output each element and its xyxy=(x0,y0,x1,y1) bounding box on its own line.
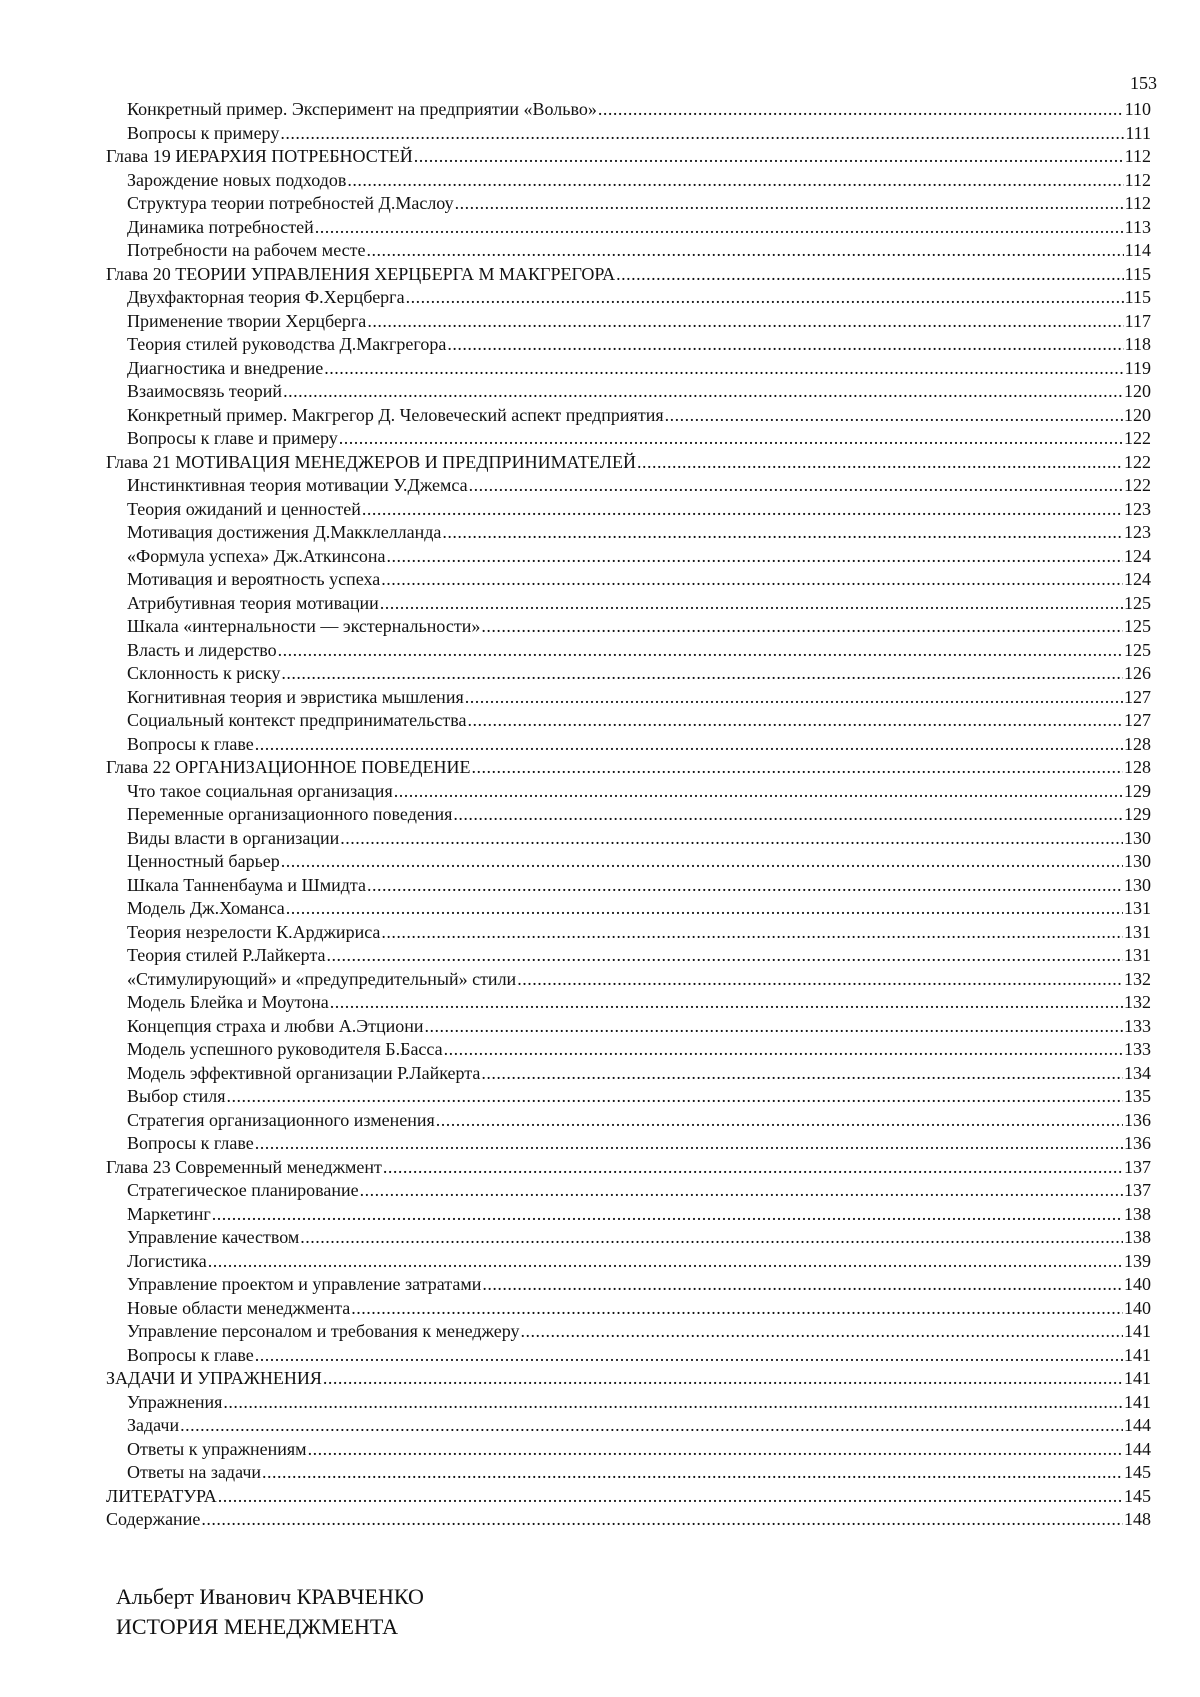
toc-entry-title: Выбор стиля xyxy=(127,1086,226,1106)
toc-section-entry[interactable] xyxy=(106,615,1151,639)
toc-section-entry[interactable] xyxy=(106,474,1151,498)
toc-entry-title: Модель эффективной организации Р.Лайкерта xyxy=(127,1062,481,1083)
dot-leader xyxy=(327,944,1123,968)
toc-section-entry[interactable] xyxy=(106,1038,1151,1062)
toc-chapter-entry[interactable] xyxy=(106,451,1151,475)
toc-entry-title: Инстинктивная теория мотивации У.Джемса xyxy=(127,475,468,495)
toc-entry-page: 126 xyxy=(1124,663,1151,683)
dot-leader xyxy=(362,498,1123,522)
toc-entry-page: 129 xyxy=(1124,780,1151,801)
dot-leader xyxy=(180,1414,1123,1438)
toc-entry-page: 137 xyxy=(1124,1180,1151,1200)
dot-leader xyxy=(262,1461,1123,1485)
toc-entry-title: Глава 21 МОТИВАЦИЯ МЕНЕДЖЕРОВ И ПРЕДПРИНИМАТЕЛЕЙ xyxy=(106,451,636,472)
dot-leader xyxy=(380,592,1123,616)
toc-section-entry[interactable] xyxy=(106,122,1151,146)
author-name: Альберт Иванович КРАВЧЕНКО xyxy=(116,1584,424,1609)
toc-entry-title: Глава 23 Современный менеджмент xyxy=(106,1156,382,1177)
toc-entry-title: ЗАДАЧИ И УПРАЖНЕНИЯ xyxy=(106,1368,322,1388)
toc-entry-title: Задачи xyxy=(127,1415,180,1435)
dot-leader xyxy=(383,1156,1123,1180)
toc-section-entry[interactable] xyxy=(106,239,1151,263)
toc-entry-title: Ценностный барьер xyxy=(127,851,280,871)
dot-leader xyxy=(465,686,1123,710)
toc-section-entry[interactable] xyxy=(106,780,1151,804)
dot-leader xyxy=(308,1438,1123,1462)
dot-leader xyxy=(481,615,1123,639)
toc-section-entry[interactable] xyxy=(106,1062,1151,1086)
dot-leader xyxy=(406,286,1124,310)
dot-leader xyxy=(381,568,1123,592)
dot-leader xyxy=(467,709,1123,733)
dot-leader xyxy=(414,145,1124,169)
toc-section-entry[interactable] xyxy=(106,404,1151,428)
toc-entry-page: 140 xyxy=(1124,1274,1151,1294)
toc-chapter-entry[interactable] xyxy=(106,1485,1151,1509)
toc-entry-page: 112 xyxy=(1124,169,1151,190)
toc-entry-page: 112 xyxy=(1124,193,1151,213)
toc-section-entry[interactable] xyxy=(106,1132,1151,1156)
toc-entry-page: 138 xyxy=(1124,1227,1151,1247)
toc-section-entry[interactable] xyxy=(106,944,1151,968)
toc-section-entry[interactable] xyxy=(106,192,1151,216)
toc-section-entry[interactable] xyxy=(106,545,1151,569)
book-title: ИСТОРИЯ МЕНЕДЖМЕНТА xyxy=(116,1614,399,1639)
toc-section-entry[interactable] xyxy=(106,991,1151,1015)
table-of-contents xyxy=(106,98,1151,1532)
toc-section-entry[interactable] xyxy=(106,850,1151,874)
toc-entry-title: Взаимосвязь теорий xyxy=(127,381,283,401)
toc-entry-title: Шкала «интернальности — экстернальности» xyxy=(127,616,481,636)
toc-entry-page: 114 xyxy=(1124,240,1151,260)
toc-entry-title: Ответы на задачи xyxy=(127,1462,262,1482)
dot-leader xyxy=(381,921,1123,945)
dot-leader xyxy=(255,1344,1123,1368)
toc-entry-title: Зарождение новых подходов xyxy=(127,169,347,190)
toc-section-entry[interactable] xyxy=(106,1179,1151,1203)
dot-leader xyxy=(472,756,1124,780)
toc-section-entry[interactable] xyxy=(106,1250,1151,1274)
toc-entry-title: Двухфакторная теория Ф.Херцберга xyxy=(127,287,405,307)
toc-entry-page: 127 xyxy=(1124,686,1151,707)
dot-leader xyxy=(444,1038,1123,1062)
toc-entry-title: Глава 19 ИЕРАРХИЯ ПОТРЕБНОСТЕЙ xyxy=(106,146,413,166)
toc-section-entry[interactable] xyxy=(106,1273,1151,1297)
dot-leader xyxy=(324,357,1123,381)
dot-leader xyxy=(637,451,1123,475)
toc-section-entry[interactable] xyxy=(106,1015,1151,1039)
toc-section-entry[interactable] xyxy=(106,427,1151,451)
dot-leader xyxy=(208,1250,1123,1274)
toc-section-entry[interactable] xyxy=(106,921,1151,945)
toc-entry-page: 139 xyxy=(1124,1250,1151,1271)
toc-entry-page: 122 xyxy=(1124,475,1151,495)
toc-entry-title: Что такое социальная организация xyxy=(127,780,393,801)
toc-chapter-entry[interactable] xyxy=(106,145,1151,169)
toc-entry-title: Теория ожиданий и ценностей xyxy=(127,498,361,519)
toc-section-entry[interactable] xyxy=(106,286,1151,310)
dot-leader xyxy=(665,404,1123,428)
toc-section-entry[interactable] xyxy=(106,357,1151,381)
toc-entry-page: 138 xyxy=(1124,1203,1151,1224)
dot-leader xyxy=(481,1062,1123,1086)
toc-entry-page: 128 xyxy=(1124,757,1151,777)
toc-chapter-entry[interactable] xyxy=(106,756,1151,780)
dot-leader xyxy=(281,850,1123,874)
toc-entry-page: 134 xyxy=(1124,1062,1151,1083)
dot-leader xyxy=(442,521,1123,545)
toc-entry-page: 118 xyxy=(1124,334,1151,354)
toc-entry-page: 128 xyxy=(1124,733,1151,754)
toc-entry-title: Глава 22 ОРГАНИЗАЦИОННОЕ ПОВЕДЕНИЕ xyxy=(106,757,471,777)
toc-entry-title: «Формула успеха» Дж.Аткинсона xyxy=(127,545,386,566)
toc-entry-page: 119 xyxy=(1124,357,1151,378)
dot-leader xyxy=(323,1367,1123,1391)
toc-entry-page: 123 xyxy=(1124,498,1151,519)
toc-entry-title: Вопросы к примеру xyxy=(127,122,280,143)
toc-entry-page: 110 xyxy=(1124,99,1151,119)
toc-section-entry[interactable] xyxy=(106,639,1151,663)
toc-chapter-entry[interactable] xyxy=(106,1367,1151,1391)
toc-entry-title: Динамика потребностей xyxy=(127,216,314,237)
toc-entry-title: Упражнения xyxy=(127,1391,223,1412)
dot-leader xyxy=(283,380,1123,404)
toc-entry-page: 144 xyxy=(1124,1415,1151,1435)
toc-entry-title: Вопросы к главе xyxy=(127,1133,254,1153)
toc-entry-page: 136 xyxy=(1124,1133,1151,1153)
toc-entry-title: Шкала Танненбаума и Шмидта xyxy=(127,874,366,895)
dot-leader xyxy=(218,1485,1123,1509)
dot-leader xyxy=(351,1297,1123,1321)
toc-entry-page: 111 xyxy=(1125,122,1151,143)
toc-entry-page: 135 xyxy=(1124,1086,1151,1106)
dot-leader xyxy=(517,968,1123,992)
toc-entry-page: 131 xyxy=(1124,921,1151,942)
toc-entry-title: Вопросы к главе и примеру xyxy=(127,428,338,448)
dot-leader xyxy=(598,98,1124,122)
toc-entry-page: 117 xyxy=(1124,310,1151,331)
toc-entry-page: 131 xyxy=(1124,945,1151,965)
toc-section-entry[interactable] xyxy=(106,521,1151,545)
dot-leader xyxy=(455,192,1124,216)
toc-entry-title: Социальный контекст предпринимательства xyxy=(127,710,467,730)
toc-entry-title: Стратегия организационного изменения xyxy=(127,1109,435,1130)
toc-entry-title: Маркетинг xyxy=(127,1203,211,1224)
toc-entry-title: Теория стилей Р.Лайкерта xyxy=(127,945,326,965)
toc-entry-title: Теория незрелости К.Арджириса xyxy=(127,921,381,942)
page-number: 153 xyxy=(1130,73,1157,93)
dot-leader xyxy=(330,991,1123,1015)
toc-entry-title: Новые области менеджмента xyxy=(127,1297,351,1318)
toc-section-entry[interactable] xyxy=(106,968,1151,992)
toc-section-entry[interactable] xyxy=(106,498,1151,522)
dot-leader xyxy=(300,1226,1123,1250)
dot-leader xyxy=(386,545,1123,569)
toc-entry-title: Модель Блейка и Моутона xyxy=(127,992,329,1012)
toc-entry-title: Концепция страха и любви А.Этциони xyxy=(127,1015,424,1036)
toc-entry-title: Конкретный пример. Эксперимент на предприятии «Вольво» xyxy=(127,99,597,119)
dot-leader xyxy=(394,780,1123,804)
toc-section-entry[interactable] xyxy=(106,1391,1151,1415)
toc-entry-title: Применение твории Херцберга xyxy=(127,310,367,331)
toc-section-entry[interactable] xyxy=(106,568,1151,592)
toc-section-entry[interactable] xyxy=(106,380,1151,404)
toc-entry-title: Вопросы к главе xyxy=(127,1344,254,1365)
toc-section-entry[interactable] xyxy=(106,216,1151,240)
toc-section-entry[interactable] xyxy=(106,662,1151,686)
toc-entry-page: 124 xyxy=(1124,545,1151,566)
toc-entry-title: Мотивация достижения Д.Макклелланда xyxy=(127,522,442,542)
toc-entry-title: Управление качеством xyxy=(127,1227,300,1247)
toc-entry-page: 115 xyxy=(1124,263,1151,284)
dot-leader xyxy=(255,1132,1123,1156)
toc-entry-page: 145 xyxy=(1124,1462,1151,1482)
toc-section-entry[interactable] xyxy=(106,98,1151,122)
dot-leader xyxy=(482,1273,1123,1297)
toc-entry-page: 133 xyxy=(1124,1039,1151,1059)
dot-leader xyxy=(436,1109,1123,1133)
toc-section-entry[interactable] xyxy=(106,897,1151,921)
toc-entry-page: 141 xyxy=(1124,1368,1151,1388)
toc-entry-page: 125 xyxy=(1124,616,1151,636)
dot-leader xyxy=(616,263,1124,287)
toc-entry-title: Конкретный пример. Макгрегор Д. Человеческий аспект предприятия xyxy=(127,404,664,425)
toc-entry-title: Содержание xyxy=(106,1509,201,1529)
toc-section-entry[interactable] xyxy=(106,169,1151,193)
toc-entry-title: Атрибутивная теория мотивации xyxy=(127,592,379,613)
toc-entry-title: Мотивация и вероятность успеха xyxy=(127,569,381,589)
imprint xyxy=(116,1582,424,1642)
toc-entry-page: 148 xyxy=(1124,1509,1151,1529)
dot-leader xyxy=(280,122,1124,146)
toc-entry-page: 132 xyxy=(1124,992,1151,1012)
toc-entry-page: 141 xyxy=(1124,1344,1151,1365)
toc-entry-page: 127 xyxy=(1124,710,1151,730)
toc-entry-title: Логистика xyxy=(127,1250,207,1271)
toc-entry-title: Теория стилей руководства Д.Макгрегора xyxy=(127,334,447,354)
toc-section-entry[interactable] xyxy=(106,1085,1151,1109)
toc-entry-page: 120 xyxy=(1124,381,1151,401)
dot-leader xyxy=(212,1203,1123,1227)
toc-entry-page: 141 xyxy=(1124,1391,1151,1412)
toc-entry-page: 130 xyxy=(1124,827,1151,848)
dot-leader xyxy=(366,239,1123,263)
toc-entry-page: 125 xyxy=(1124,592,1151,613)
toc-entry-page: 112 xyxy=(1124,146,1151,166)
toc-entry-page: 113 xyxy=(1124,216,1151,237)
toc-entry-page: 140 xyxy=(1124,1297,1151,1318)
toc-section-entry[interactable] xyxy=(106,1109,1151,1133)
toc-section-entry[interactable] xyxy=(106,1344,1151,1368)
dot-leader xyxy=(425,1015,1124,1039)
toc-section-entry[interactable] xyxy=(106,827,1151,851)
toc-section-entry[interactable] xyxy=(106,1320,1151,1344)
dot-leader xyxy=(347,169,1123,193)
toc-entry-page: 122 xyxy=(1124,428,1151,448)
toc-entry-title: Структура теории потребностей Д.Маслоу xyxy=(127,193,454,213)
toc-entry-title: Ответы к упражнениям xyxy=(127,1438,307,1459)
toc-entry-page: 136 xyxy=(1124,1109,1151,1130)
toc-section-entry[interactable] xyxy=(106,874,1151,898)
toc-section-entry[interactable] xyxy=(106,1438,1151,1462)
toc-section-entry[interactable] xyxy=(106,686,1151,710)
toc-entry-title: Когнитивная теория и эвристика мышления xyxy=(127,686,464,707)
toc-entry-page: 129 xyxy=(1124,804,1151,824)
dot-leader xyxy=(447,333,1123,357)
toc-entry-page: 144 xyxy=(1124,1438,1151,1459)
toc-entry-title: Диагностика и внедрение xyxy=(127,357,324,378)
toc-entry-page: 122 xyxy=(1124,451,1151,472)
toc-entry-title: Управление проектом и управление затратами xyxy=(127,1274,482,1294)
dot-leader xyxy=(278,639,1123,663)
toc-entry-title: «Стимулирующий» и «предупредительный» стили xyxy=(127,968,517,989)
toc-chapter-entry[interactable] xyxy=(106,1508,1151,1532)
toc-section-entry[interactable] xyxy=(106,709,1151,733)
toc-entry-title: Глава 20 ТЕОРИИ УПРАВЛЕНИЯ ХЕРЦБЕРГА М МАКГРЕГОРА xyxy=(106,263,616,284)
toc-entry-page: 133 xyxy=(1124,1015,1151,1036)
toc-entry-page: 124 xyxy=(1124,569,1151,589)
toc-section-entry[interactable] xyxy=(106,733,1151,757)
toc-section-entry[interactable] xyxy=(106,310,1151,334)
toc-section-entry[interactable] xyxy=(106,1203,1151,1227)
toc-entry-page: 120 xyxy=(1124,404,1151,425)
toc-section-entry[interactable] xyxy=(106,1226,1151,1250)
toc-entry-title: Модель успешного руководителя Б.Басса xyxy=(127,1039,443,1059)
toc-entry-title: Переменные организационного поведения xyxy=(127,804,453,824)
toc-entry-page: 115 xyxy=(1124,287,1151,307)
toc-entry-title: Стратегическое планирование xyxy=(127,1180,359,1200)
dot-leader xyxy=(360,1179,1123,1203)
toc-chapter-entry[interactable] xyxy=(106,263,1151,287)
toc-entry-title: Вопросы к главе xyxy=(127,733,254,754)
dot-leader xyxy=(469,474,1123,498)
toc-entry-page: 123 xyxy=(1124,522,1151,542)
dot-leader xyxy=(201,1508,1123,1532)
toc-entry-title: Виды власти в организации xyxy=(127,827,340,848)
dot-leader xyxy=(286,897,1123,921)
toc-section-entry[interactable] xyxy=(106,1461,1151,1485)
toc-entry-title: Потребности на рабочем месте xyxy=(127,240,366,260)
dot-leader xyxy=(281,662,1123,686)
toc-entry-page: 125 xyxy=(1124,639,1151,660)
toc-entry-page: 130 xyxy=(1124,874,1151,895)
dot-leader xyxy=(520,1320,1123,1344)
toc-section-entry[interactable] xyxy=(106,1297,1151,1321)
dot-leader xyxy=(340,827,1123,851)
dot-leader xyxy=(227,1085,1123,1109)
dot-leader xyxy=(315,216,1124,240)
toc-entry-page: 131 xyxy=(1124,898,1151,918)
toc-entry-page: 132 xyxy=(1124,968,1151,989)
toc-section-entry[interactable] xyxy=(106,333,1151,357)
toc-section-entry[interactable] xyxy=(106,803,1151,827)
dot-leader xyxy=(453,803,1123,827)
toc-entry-page: 145 xyxy=(1124,1485,1151,1506)
dot-leader xyxy=(223,1391,1123,1415)
toc-chapter-entry[interactable] xyxy=(106,1156,1151,1180)
toc-entry-page: 141 xyxy=(1124,1321,1151,1341)
toc-section-entry[interactable] xyxy=(106,592,1151,616)
toc-entry-title: Управление персоналом и требования к менеджеру xyxy=(127,1321,520,1341)
dot-leader xyxy=(339,427,1123,451)
toc-entry-title: Власть и лидерство xyxy=(127,639,277,660)
toc-entry-title: ЛИТЕРАТУРА xyxy=(106,1485,217,1506)
toc-entry-title: Склонность к риску xyxy=(127,663,281,683)
toc-entry-page: 130 xyxy=(1124,851,1151,871)
dot-leader xyxy=(367,310,1123,334)
toc-entry-page: 137 xyxy=(1124,1156,1151,1177)
toc-section-entry[interactable] xyxy=(106,1414,1151,1438)
toc-entry-title: Модель Дж.Хоманса xyxy=(127,898,285,918)
dot-leader xyxy=(255,733,1123,757)
dot-leader xyxy=(367,874,1123,898)
